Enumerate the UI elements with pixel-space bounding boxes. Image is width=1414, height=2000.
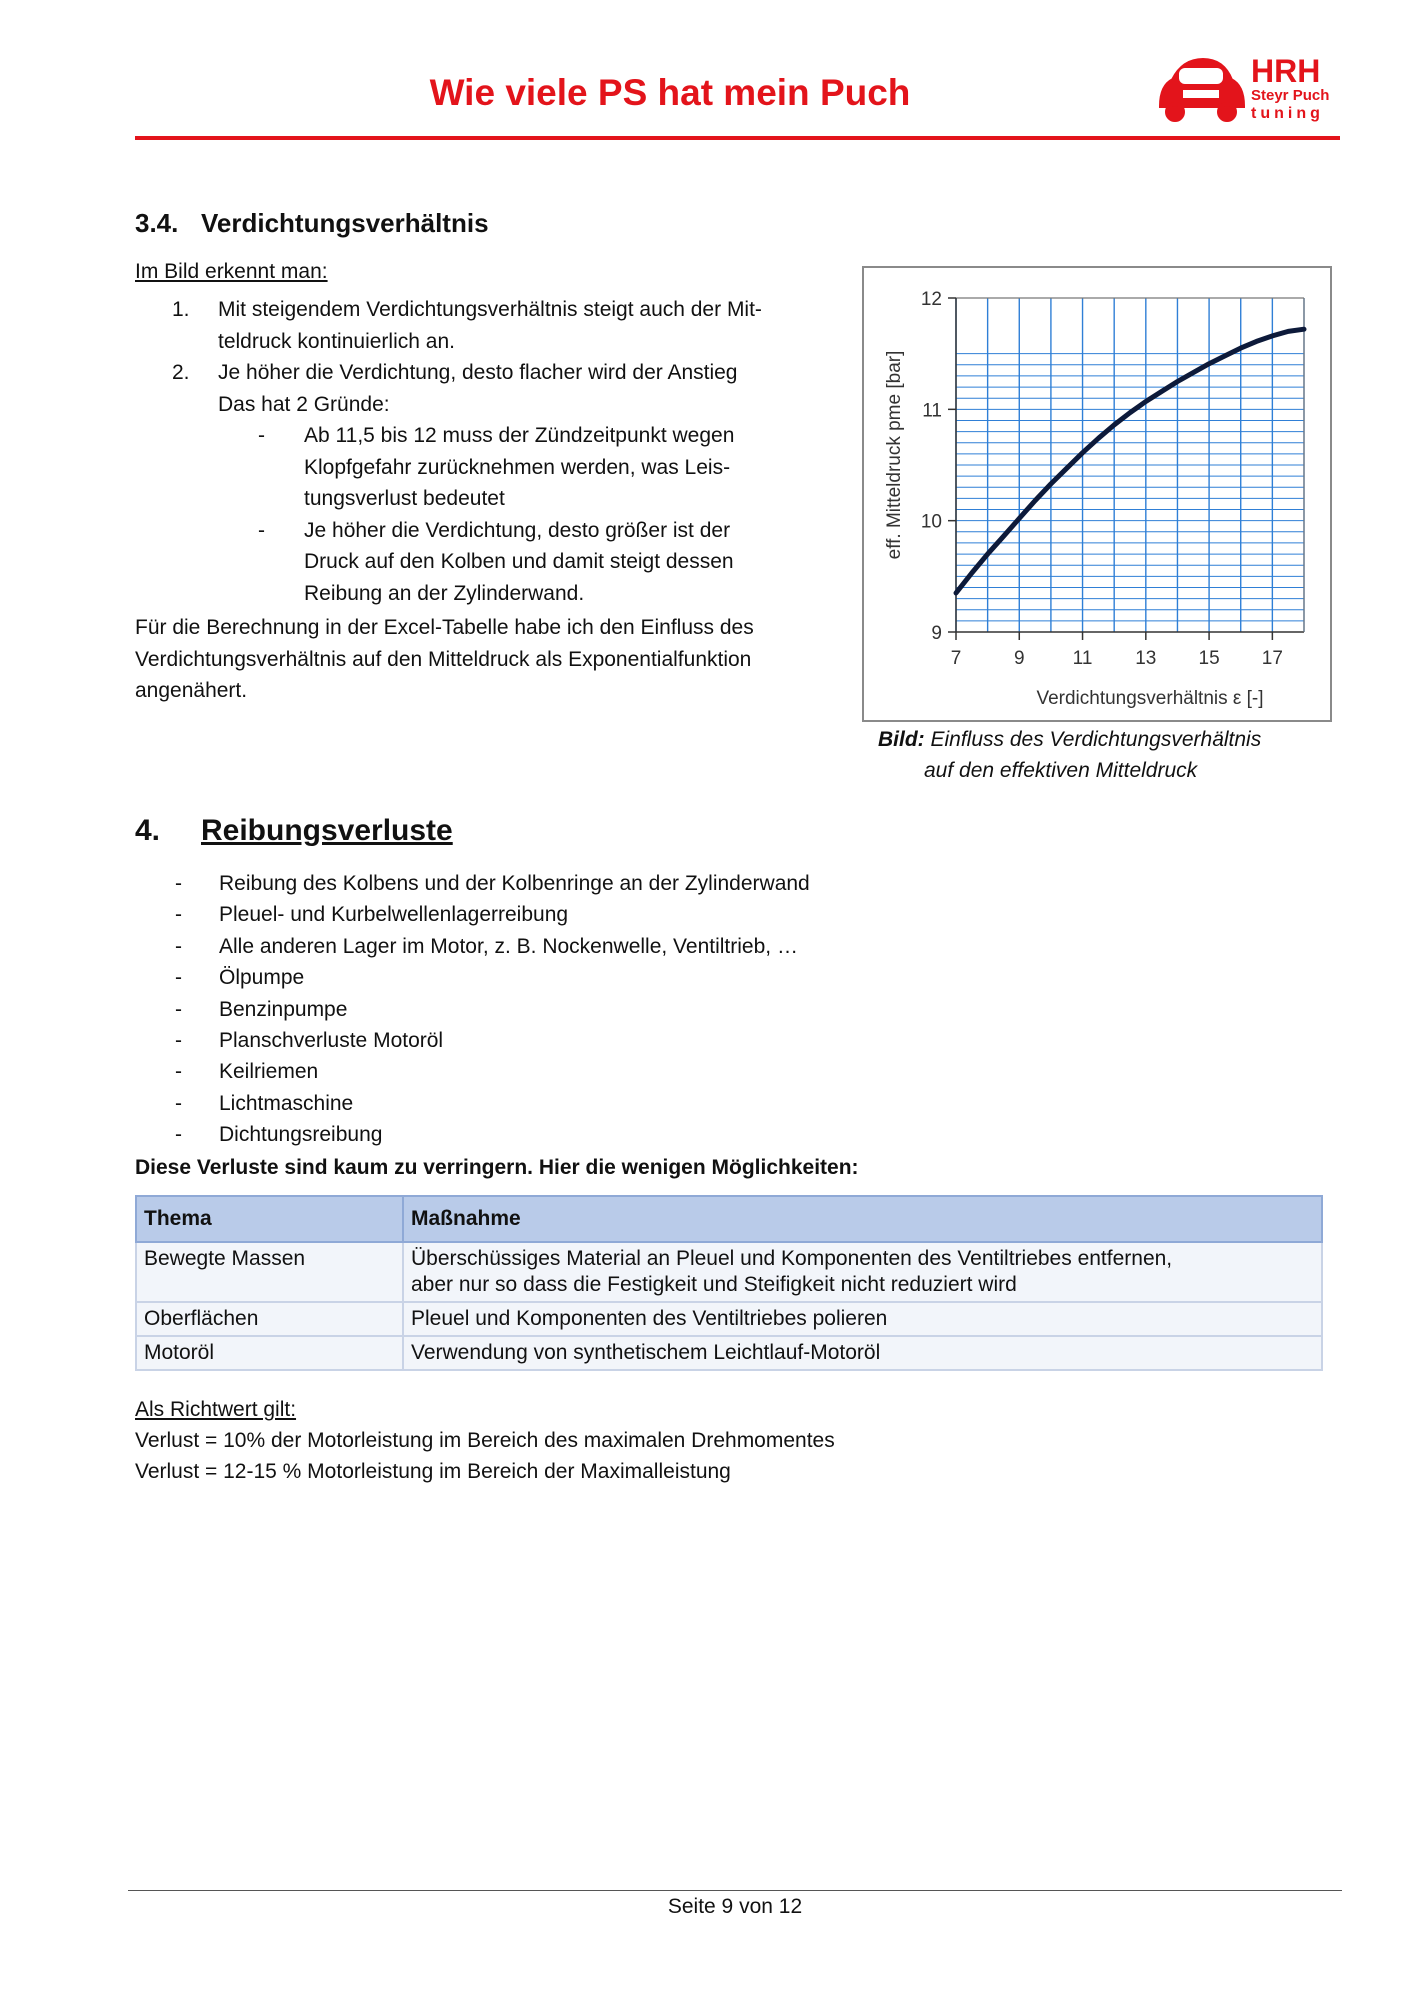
section-title: Reibungsverluste [201,814,453,847]
numbered-list [172,294,842,420]
logo-big-text: HRH [1251,53,1321,89]
series-line [956,329,1304,593]
list-item [172,294,842,357]
col-header-massnahme: Maßnahme [403,1196,1322,1242]
x-tick-label: 17 [1261,648,1283,669]
dash-bullet: - [258,518,265,542]
dash-bullet: - [175,997,182,1021]
dash-bullet: - [175,1029,182,1053]
cell-massnahme: Pleuel und Komponenten des Ventiltriebes polieren [403,1302,1322,1336]
footer-rule [128,1890,1342,1891]
item-text: Alle anderen Lager im Motor, z. B. Nockenwelle, Ventiltrieb, … [219,934,798,958]
list-item [172,357,842,420]
list-item [258,515,818,610]
measures-table [135,1195,1323,1371]
col-header-thema: Thema [136,1196,403,1242]
table-row [136,1242,1322,1302]
item-text: Benzinpumpe [219,997,348,1021]
car-icon [1161,60,1243,120]
cell-thema: Motoröl [136,1336,403,1370]
item-text: Mit steigendem Verdichtungsverhältnis steigt auch der Mit- teldruck kontinuierlich an. [218,298,762,353]
list-item [175,868,810,899]
chart-frame [862,266,1332,722]
hrh-logo [1153,52,1343,128]
dash-bullet: - [175,934,182,958]
page-number: Seite 9 von 12 [667,1895,803,1918]
table-header-row [136,1196,1322,1242]
body-paragraph: Für die Berechnung in der Excel-Tabelle habe ich den Einfluss des Verdichtungsverhältnis auf den Mitteldruck als Exponentialfunktion angenähert. [135,616,754,702]
header-rule [135,136,1340,140]
list-item [258,420,818,515]
y-axis-label: eff. Mitteldruck pme [bar] [884,350,905,560]
logo-line2: tuning [1251,105,1324,122]
list-item [175,1119,810,1150]
dash-bullet: - [175,1060,182,1084]
section-4-heading [135,814,453,848]
y-tick-label: 11 [922,400,942,422]
table-row [136,1336,1322,1370]
section-number: 3.4. [135,208,179,238]
item-text: Je höher die Verdichtung, desto flacher wird der Anstieg Das hat 2 Gründe: [218,361,738,416]
guideline-line: Verlust = 10% der Motorleistung im Bereich des maximalen Drehmomentes [135,1429,835,1452]
sub-list [258,420,818,609]
intro-text: Im Bild erkennt man: [135,260,328,283]
pme-chart [864,268,1330,720]
y-tick-label: 12 [920,289,942,310]
section-number: 4. [135,814,161,847]
item-text: Ab 11,5 bis 12 muss der Zündzeitpunkt wegen Klopfgefahr zurücknehmen werden, was Leis- tungsverlust bedeutet [304,424,735,510]
section-title: Verdichtungsverhältnis [201,208,489,238]
guideline-block [135,1394,835,1487]
item-number: 2. [172,361,190,384]
cell-thema: Oberflächen [136,1302,403,1336]
y-tick-label: 9 [931,623,942,644]
list-item [175,962,810,993]
item-text: Je höher die Verdichtung, desto größer ist der Druck auf den Kolben und damit steigt dessen Reibung an der Zylinderwand. [304,518,734,605]
x-axis-label: Verdichtungsverhältnis ε [-] [1036,688,1264,709]
item-text: Lichtmaschine [219,1091,354,1115]
item-number: 1. [172,298,190,321]
y-tick-label: 10 [920,511,942,533]
dash-bullet: - [175,903,182,927]
dash-bullet: - [175,1123,182,1147]
emphasis-line: Diese Verluste sind kaum zu verringern. Hier die wenigen Möglichkeiten: [135,1156,859,1179]
x-tick-label: 11 [1072,648,1093,669]
item-text: Keilriemen [219,1060,319,1084]
list-item [175,1025,810,1056]
guideline-heading: Als Richtwert gilt: [135,1398,297,1421]
x-tick-label: 13 [1135,648,1157,669]
list-item [175,994,810,1025]
section-3-4-heading [135,208,489,239]
item-text: Dichtungsreibung [219,1123,383,1147]
x-tick-label: 9 [1013,648,1025,669]
dash-bullet: - [175,1091,182,1115]
x-tick-label: 7 [950,648,962,669]
dash-bullet: - [258,424,265,447]
guideline-line: Verlust = 12-15 % Motorleistung im Bereich der Maximalleistung [135,1460,731,1483]
cell-thema: Bewegte Massen [136,1242,403,1302]
list-item [175,931,810,962]
x-tick-label: 15 [1198,648,1220,669]
cell-massnahme: Überschüssiges Material an Pleuel und Komponenten des Ventiltriebes entfernen, aber nur so dass die Festigkeit und Steifigkeit nicht reduziert wird [403,1242,1322,1302]
item-text: Planschverluste Motoröl [219,1029,444,1053]
table-row [136,1302,1322,1336]
logo-line1: Steyr Puch [1251,87,1330,104]
list-item [175,1056,810,1087]
cell-massnahme: Verwendung von synthetischem Leichtlauf-Motoröl [403,1336,1322,1370]
list-item [175,1088,810,1119]
item-text: Ölpumpe [219,966,305,990]
friction-list [175,868,810,1151]
document-title: Wie viele PS hat mein Puch [429,72,911,113]
figure-caption: Bild: Einfluss des Verdichtungsverhältnis auf den effektiven Mitteldruck [878,728,1262,782]
dash-bullet: - [175,966,182,990]
item-text: Reibung des Kolbens und der Kolbenringe an der Zylinderwand [219,872,810,895]
dash-bullet: - [175,872,182,895]
list-item [175,899,810,930]
item-text: Pleuel- und Kurbelwellenlagerreibung [219,903,569,927]
